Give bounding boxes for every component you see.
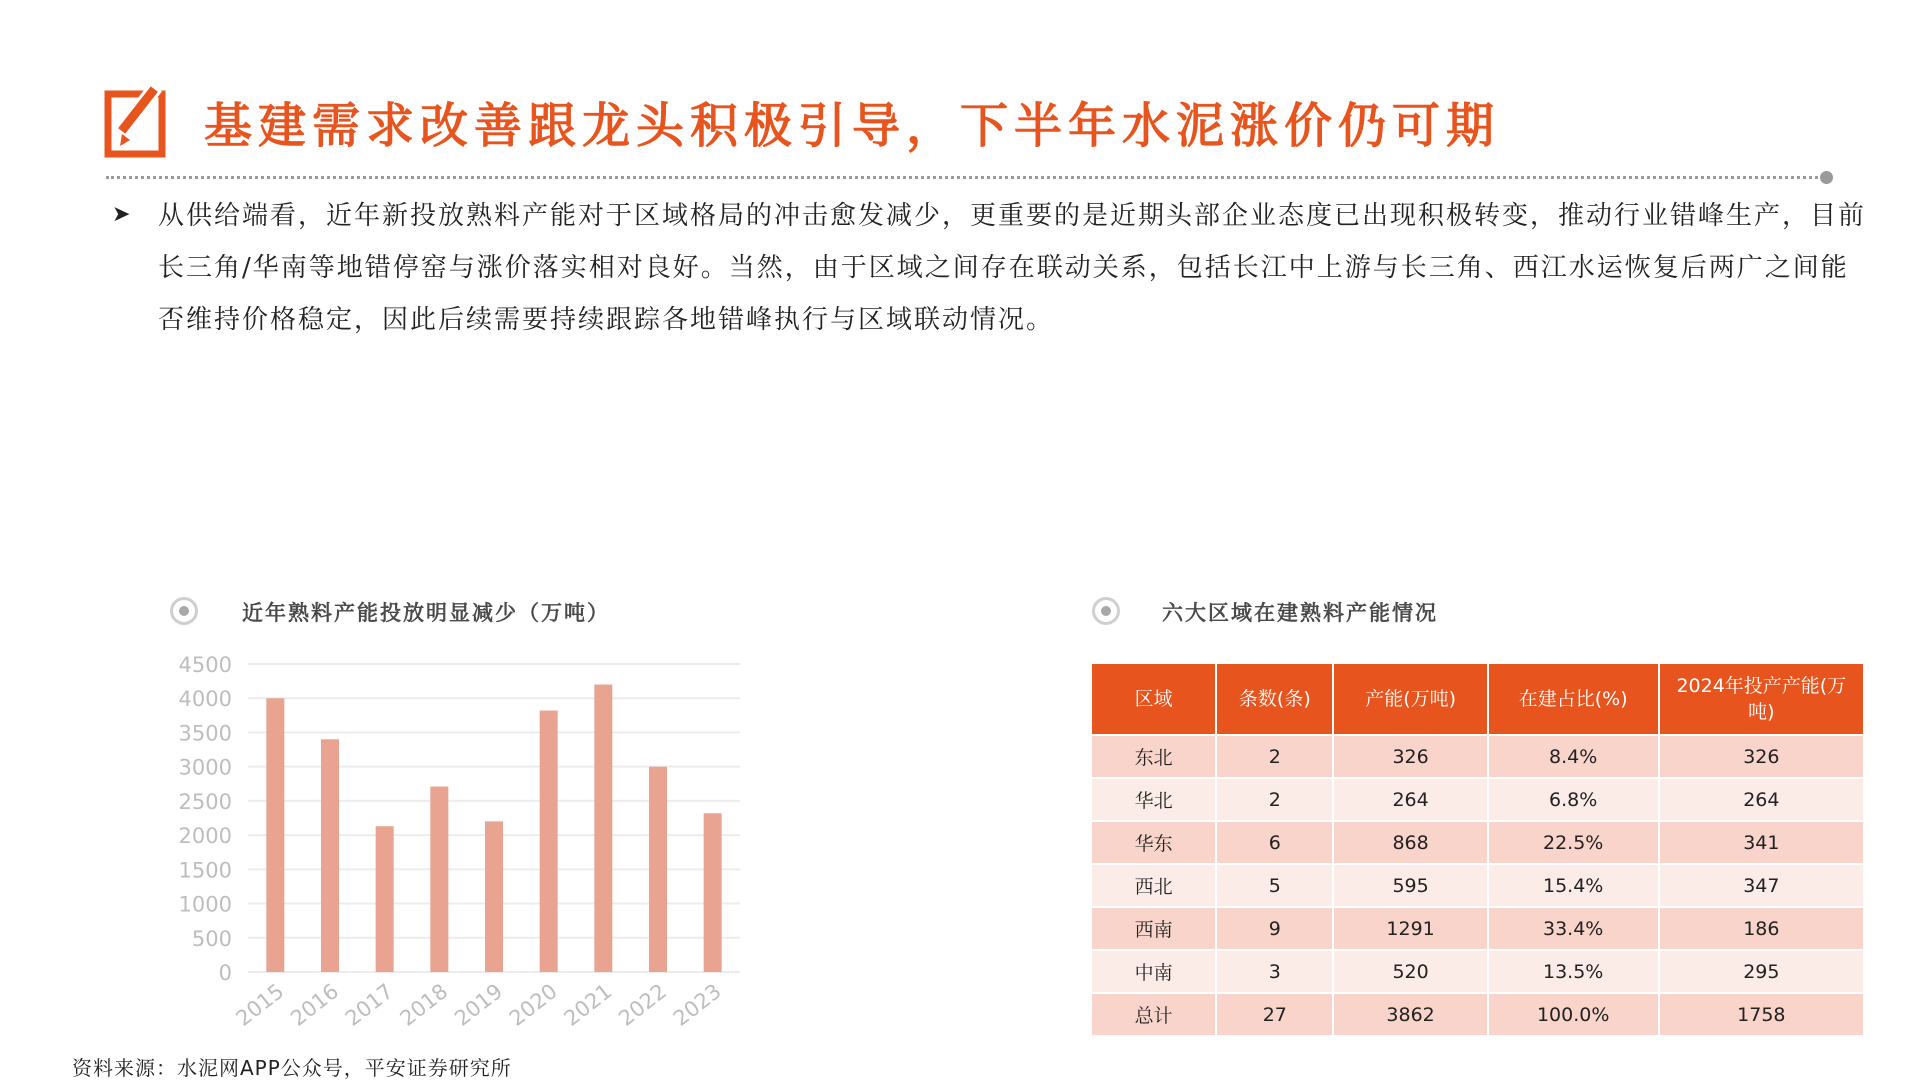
cell-capacity: 1291 [1333, 907, 1487, 950]
table-row [1091, 993, 1864, 1036]
bar-2018 [430, 787, 448, 972]
bar-2019 [485, 821, 503, 972]
bullet-paragraph: 从供给端看，近年新投放熟料产能对于区域格局的冲击愈发减少，更重要的是近期头部企业态度已出现积极转变，推动行业错峰生产，目前长三角/华南等地错停窑与涨价落实相对良好。当然，由于区域之间存在联动关系，包括长江中上游与长三角、西江水运恢复后两广之间能否维持价格稳定，因此后续需要持续跟踪各地错峰执行与区域联动情况。 [158, 201, 1867, 335]
bar-2021 [594, 685, 612, 972]
cell-count: 9 [1216, 907, 1333, 950]
bar-chart [140, 650, 760, 1040]
cell-2024-capacity: 341 [1659, 821, 1864, 864]
cell-capacity: 264 [1333, 778, 1487, 821]
x-tick-label: 2016 [286, 979, 344, 1031]
cell-share: 15.4% [1488, 864, 1659, 907]
cell-capacity: 595 [1333, 864, 1487, 907]
table-section-title: 六大区域在建熟料产能情况 [1162, 601, 1438, 625]
cell-count: 3 [1216, 950, 1333, 993]
cell-region: 西北 [1091, 864, 1216, 907]
y-tick-label: 0 [218, 961, 232, 985]
cell-count: 27 [1216, 993, 1333, 1036]
x-tick-label: 2021 [559, 979, 617, 1031]
header-share: 在建占比(%) [1488, 663, 1659, 735]
header-capacity: 产能(万吨) [1333, 663, 1487, 735]
x-tick-label: 2017 [340, 979, 398, 1031]
title-divider [106, 176, 1824, 179]
x-tick-label: 2018 [395, 979, 453, 1031]
cell-share: 8.4% [1488, 735, 1659, 778]
cell-region: 总计 [1091, 993, 1216, 1036]
header-count: 条数(条) [1216, 663, 1333, 735]
cell-region: 东北 [1091, 735, 1216, 778]
y-tick-label: 1000 [178, 892, 232, 917]
cell-share: 6.8% [1488, 778, 1659, 821]
cell-capacity: 3862 [1333, 993, 1487, 1036]
cell-2024-capacity: 186 [1659, 907, 1864, 950]
cell-region: 华北 [1091, 778, 1216, 821]
cell-2024-capacity: 326 [1659, 735, 1864, 778]
radio-dot-icon [1092, 597, 1120, 625]
page-title: 基建需求改善跟龙头积极引导，下半年水泥涨价仍可期 [204, 98, 1501, 154]
x-tick-label: 2015 [231, 979, 289, 1031]
bar-2023 [704, 813, 722, 972]
bar-2015 [266, 698, 284, 972]
table-row [1091, 735, 1864, 778]
cell-share: 13.5% [1488, 950, 1659, 993]
cell-region: 西南 [1091, 907, 1216, 950]
header-region: 区域 [1091, 663, 1216, 735]
y-tick-label: 1500 [178, 858, 232, 883]
y-tick-label: 4000 [178, 687, 232, 712]
y-tick-label: 4500 [178, 653, 232, 677]
y-tick-label: 3000 [178, 755, 232, 780]
divider-end-dot [1820, 171, 1833, 184]
x-tick-label: 2023 [668, 979, 726, 1031]
chart-bars [266, 685, 721, 972]
bar-2017 [376, 826, 394, 972]
radio-dot-icon [170, 597, 198, 625]
y-tick-label: 3500 [178, 721, 232, 746]
cell-capacity: 868 [1333, 821, 1487, 864]
chart-section-title: 近年熟料产能投放明显减少（万吨） [242, 601, 610, 625]
y-tick-label: 500 [191, 926, 232, 951]
arrow-bullet-icon: ➤ [112, 202, 131, 227]
header-2024-capacity: 2024年投产产能(万吨) [1659, 663, 1864, 735]
cell-share: 100.0% [1488, 993, 1659, 1036]
table-header-row [1091, 663, 1864, 735]
x-tick-label: 2019 [450, 979, 508, 1031]
table-row [1091, 950, 1864, 993]
x-axis-ticks [232, 979, 726, 1031]
bar-2022 [649, 767, 667, 972]
table-row [1091, 907, 1864, 950]
cell-count: 2 [1216, 778, 1333, 821]
cell-capacity: 326 [1333, 735, 1487, 778]
cell-count: 2 [1216, 735, 1333, 778]
cell-count: 5 [1216, 864, 1333, 907]
cell-2024-capacity: 295 [1659, 950, 1864, 993]
cell-region: 中南 [1091, 950, 1216, 993]
x-tick-label: 2020 [504, 979, 562, 1031]
cell-region: 华东 [1091, 821, 1216, 864]
cell-capacity: 520 [1333, 950, 1487, 993]
y-axis-ticks [179, 653, 232, 985]
cell-2024-capacity: 347 [1659, 864, 1864, 907]
capacity-table [1090, 662, 1865, 1037]
cell-share: 22.5% [1488, 821, 1659, 864]
table-row [1091, 821, 1864, 864]
pencil-square-icon [104, 86, 170, 162]
y-tick-label: 2500 [178, 789, 232, 814]
x-tick-label: 2022 [614, 979, 672, 1031]
cell-2024-capacity: 1758 [1659, 993, 1864, 1036]
cell-count: 6 [1216, 821, 1333, 864]
table-row [1091, 864, 1864, 907]
source-note: 资料来源：水泥网APP公众号，平安证券研究所 [72, 1056, 512, 1080]
bar-2016 [321, 739, 339, 972]
cell-share: 33.4% [1488, 907, 1659, 950]
bar-2020 [540, 711, 558, 972]
table-row [1091, 778, 1864, 821]
y-tick-label: 2000 [178, 824, 232, 849]
cell-2024-capacity: 264 [1659, 778, 1864, 821]
